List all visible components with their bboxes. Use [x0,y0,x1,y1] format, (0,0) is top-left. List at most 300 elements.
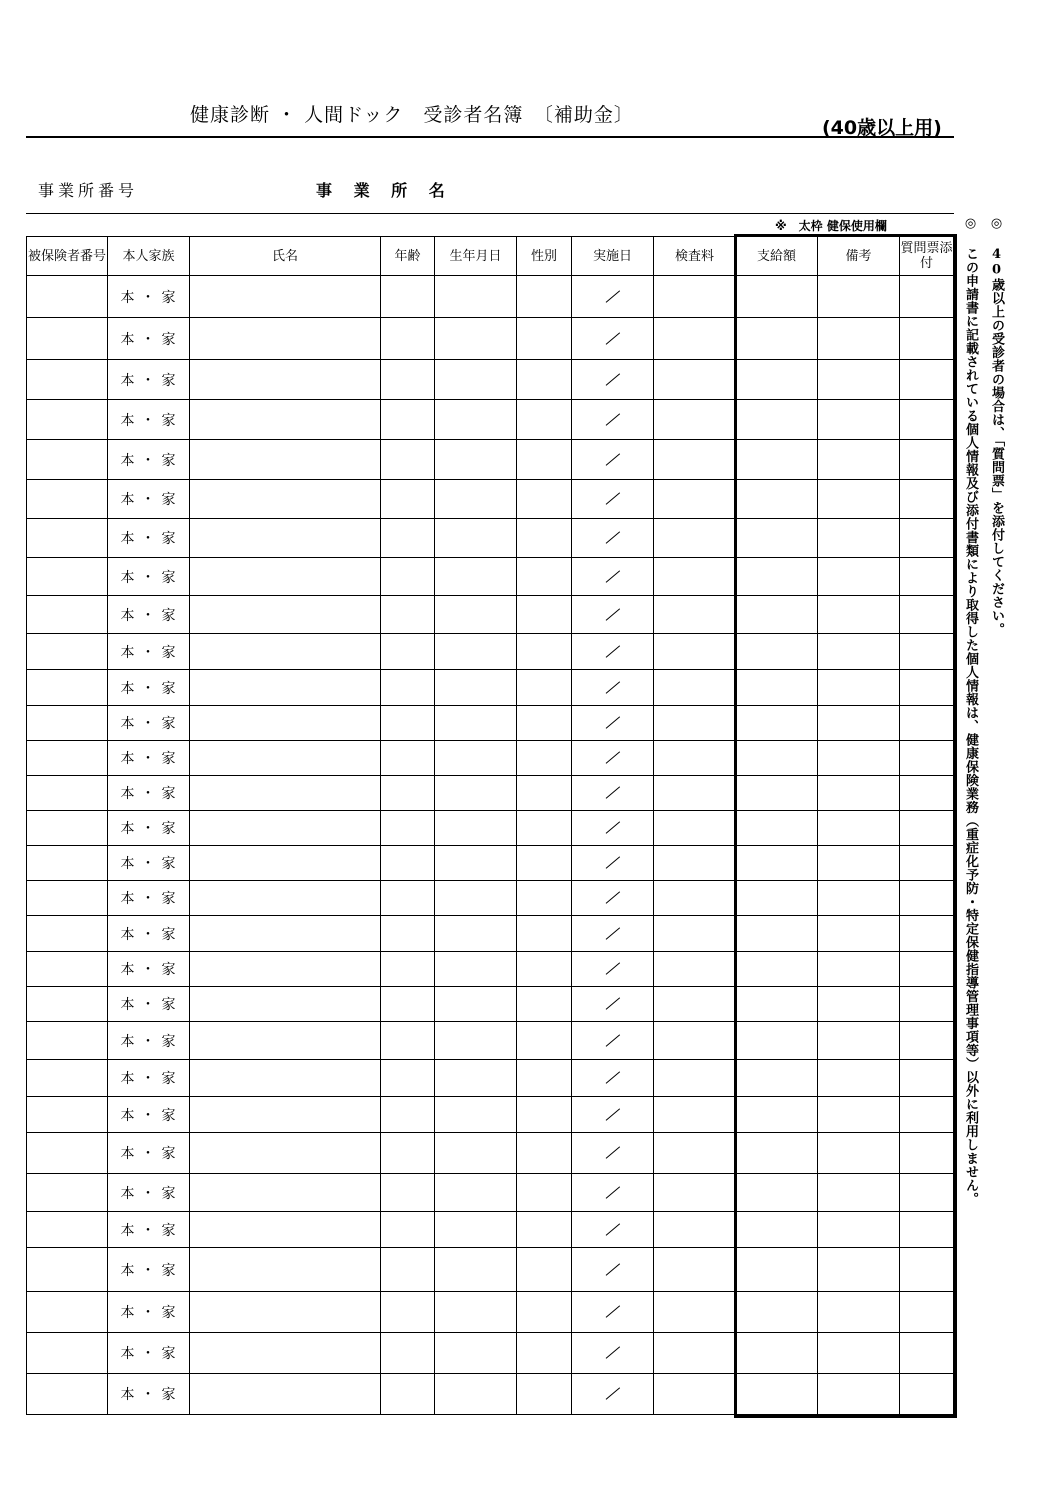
cell-exam-fee[interactable] [654,846,736,881]
cell-payment[interactable] [736,1292,818,1333]
cell-sex[interactable] [517,987,572,1022]
cell-self-family[interactable]: 本 ・ 家 [108,480,190,519]
cell-age[interactable] [381,1333,435,1374]
cell-birthdate[interactable] [435,846,517,881]
cell-age[interactable] [381,776,435,811]
cell-exam-date[interactable] [572,360,654,400]
cell-insured-number[interactable] [27,916,108,952]
cell-questionnaire[interactable] [900,1097,954,1133]
cell-payment[interactable] [736,1022,818,1060]
cell-payment[interactable] [736,360,818,400]
cell-payment[interactable] [736,440,818,480]
cell-questionnaire[interactable] [900,480,954,519]
cell-age[interactable] [381,846,435,881]
cell-exam-date[interactable] [572,741,654,776]
cell-exam-fee[interactable] [654,276,736,318]
cell-birthdate[interactable] [435,741,517,776]
cell-exam-date[interactable] [572,916,654,952]
cell-sex[interactable] [517,916,572,952]
cell-insured-number[interactable] [27,811,108,846]
cell-name[interactable] [190,776,381,811]
cell-questionnaire[interactable] [900,1292,954,1333]
cell-sex[interactable] [517,558,572,596]
cell-self-family[interactable]: 本 ・ 家 [108,952,190,987]
cell-exam-date[interactable] [572,987,654,1022]
cell-exam-date[interactable] [572,670,654,706]
cell-name[interactable] [190,1022,381,1060]
cell-insured-number[interactable] [27,1174,108,1212]
cell-remarks[interactable] [818,776,900,811]
cell-insured-number[interactable] [27,440,108,480]
cell-exam-fee[interactable] [654,634,736,670]
cell-exam-fee[interactable] [654,706,736,741]
cell-sex[interactable] [517,846,572,881]
cell-birthdate[interactable] [435,519,517,558]
cell-insured-number[interactable] [27,1333,108,1374]
cell-exam-date[interactable] [572,318,654,360]
cell-exam-fee[interactable] [654,952,736,987]
cell-age[interactable] [381,1060,435,1097]
cell-remarks[interactable] [818,634,900,670]
cell-payment[interactable] [736,558,818,596]
cell-insured-number[interactable] [27,596,108,634]
cell-exam-date[interactable] [572,881,654,916]
cell-name[interactable] [190,360,381,400]
cell-remarks[interactable] [818,952,900,987]
cell-name[interactable] [190,881,381,916]
cell-payment[interactable] [736,741,818,776]
cell-exam-fee[interactable] [654,1133,736,1174]
cell-name[interactable] [190,1174,381,1212]
cell-age[interactable] [381,811,435,846]
cell-questionnaire[interactable] [900,881,954,916]
cell-age[interactable] [381,1374,435,1415]
cell-exam-fee[interactable] [654,1022,736,1060]
cell-remarks[interactable] [818,881,900,916]
cell-self-family[interactable]: 本 ・ 家 [108,318,190,360]
cell-remarks[interactable] [818,1292,900,1333]
cell-remarks[interactable] [818,1248,900,1292]
cell-age[interactable] [381,400,435,440]
cell-payment[interactable] [736,811,818,846]
cell-remarks[interactable] [818,1374,900,1415]
cell-age[interactable] [381,1022,435,1060]
cell-insured-number[interactable] [27,1248,108,1292]
cell-age[interactable] [381,987,435,1022]
cell-self-family[interactable]: 本 ・ 家 [108,1133,190,1174]
cell-remarks[interactable] [818,1333,900,1374]
cell-self-family[interactable]: 本 ・ 家 [108,1333,190,1374]
cell-exam-date[interactable] [572,1248,654,1292]
cell-self-family[interactable]: 本 ・ 家 [108,276,190,318]
cell-self-family[interactable]: 本 ・ 家 [108,916,190,952]
cell-age[interactable] [381,1248,435,1292]
cell-birthdate[interactable] [435,670,517,706]
cell-self-family[interactable]: 本 ・ 家 [108,706,190,741]
cell-sex[interactable] [517,1022,572,1060]
cell-age[interactable] [381,952,435,987]
cell-exam-date[interactable] [572,440,654,480]
cell-payment[interactable] [736,1060,818,1097]
cell-payment[interactable] [736,519,818,558]
cell-questionnaire[interactable] [900,952,954,987]
cell-name[interactable] [190,952,381,987]
cell-exam-date[interactable] [572,776,654,811]
cell-age[interactable] [381,1292,435,1333]
cell-exam-date[interactable] [572,1174,654,1212]
cell-name[interactable] [190,634,381,670]
cell-name[interactable] [190,1333,381,1374]
cell-exam-fee[interactable] [654,811,736,846]
cell-birthdate[interactable] [435,276,517,318]
cell-age[interactable] [381,1174,435,1212]
cell-self-family[interactable]: 本 ・ 家 [108,440,190,480]
cell-exam-fee[interactable] [654,558,736,596]
cell-payment[interactable] [736,1212,818,1248]
cell-exam-date[interactable] [572,1097,654,1133]
cell-exam-date[interactable] [572,706,654,741]
cell-exam-fee[interactable] [654,1248,736,1292]
cell-insured-number[interactable] [27,1374,108,1415]
cell-name[interactable] [190,1097,381,1133]
cell-insured-number[interactable] [27,1133,108,1174]
cell-self-family[interactable]: 本 ・ 家 [108,596,190,634]
cell-birthdate[interactable] [435,1374,517,1415]
cell-insured-number[interactable] [27,318,108,360]
cell-exam-fee[interactable] [654,776,736,811]
cell-questionnaire[interactable] [900,276,954,318]
cell-self-family[interactable]: 本 ・ 家 [108,1174,190,1212]
cell-name[interactable] [190,276,381,318]
cell-remarks[interactable] [818,440,900,480]
cell-self-family[interactable]: 本 ・ 家 [108,519,190,558]
cell-birthdate[interactable] [435,558,517,596]
cell-payment[interactable] [736,846,818,881]
cell-self-family[interactable]: 本 ・ 家 [108,987,190,1022]
cell-sex[interactable] [517,706,572,741]
cell-payment[interactable] [736,1333,818,1374]
cell-sex[interactable] [517,1060,572,1097]
cell-self-family[interactable]: 本 ・ 家 [108,881,190,916]
cell-questionnaire[interactable] [900,634,954,670]
cell-birthdate[interactable] [435,596,517,634]
cell-insured-number[interactable] [27,776,108,811]
cell-birthdate[interactable] [435,1248,517,1292]
cell-payment[interactable] [736,1248,818,1292]
cell-remarks[interactable] [818,1060,900,1097]
cell-insured-number[interactable] [27,741,108,776]
cell-exam-fee[interactable] [654,1097,736,1133]
cell-questionnaire[interactable] [900,987,954,1022]
cell-self-family[interactable]: 本 ・ 家 [108,1060,190,1097]
cell-name[interactable] [190,846,381,881]
cell-birthdate[interactable] [435,706,517,741]
cell-birthdate[interactable] [435,360,517,400]
cell-sex[interactable] [517,1248,572,1292]
cell-birthdate[interactable] [435,634,517,670]
cell-remarks[interactable] [818,558,900,596]
cell-name[interactable] [190,670,381,706]
cell-insured-number[interactable] [27,1060,108,1097]
cell-sex[interactable] [517,360,572,400]
cell-questionnaire[interactable] [900,318,954,360]
cell-sex[interactable] [517,400,572,440]
cell-remarks[interactable] [818,811,900,846]
cell-birthdate[interactable] [435,1097,517,1133]
cell-sex[interactable] [517,776,572,811]
cell-self-family[interactable]: 本 ・ 家 [108,1248,190,1292]
cell-remarks[interactable] [818,706,900,741]
cell-self-family[interactable]: 本 ・ 家 [108,400,190,440]
cell-remarks[interactable] [818,400,900,440]
cell-self-family[interactable]: 本 ・ 家 [108,634,190,670]
cell-self-family[interactable]: 本 ・ 家 [108,846,190,881]
cell-insured-number[interactable] [27,480,108,519]
cell-exam-date[interactable] [572,846,654,881]
cell-sex[interactable] [517,596,572,634]
cell-exam-fee[interactable] [654,741,736,776]
cell-questionnaire[interactable] [900,596,954,634]
cell-birthdate[interactable] [435,318,517,360]
cell-age[interactable] [381,1097,435,1133]
cell-exam-fee[interactable] [654,1333,736,1374]
cell-sex[interactable] [517,670,572,706]
cell-payment[interactable] [736,881,818,916]
cell-questionnaire[interactable] [900,360,954,400]
cell-birthdate[interactable] [435,1133,517,1174]
cell-payment[interactable] [736,596,818,634]
cell-self-family[interactable]: 本 ・ 家 [108,811,190,846]
cell-sex[interactable] [517,480,572,519]
cell-insured-number[interactable] [27,706,108,741]
cell-remarks[interactable] [818,670,900,706]
cell-questionnaire[interactable] [900,1174,954,1212]
cell-questionnaire[interactable] [900,811,954,846]
cell-payment[interactable] [736,1374,818,1415]
cell-exam-date[interactable] [572,811,654,846]
cell-remarks[interactable] [818,1022,900,1060]
cell-age[interactable] [381,519,435,558]
cell-insured-number[interactable] [27,846,108,881]
cell-name[interactable] [190,596,381,634]
cell-birthdate[interactable] [435,1212,517,1248]
cell-birthdate[interactable] [435,881,517,916]
cell-sex[interactable] [517,1292,572,1333]
cell-birthdate[interactable] [435,1292,517,1333]
cell-exam-date[interactable] [572,1060,654,1097]
cell-sex[interactable] [517,1133,572,1174]
cell-sex[interactable] [517,881,572,916]
cell-name[interactable] [190,480,381,519]
cell-insured-number[interactable] [27,276,108,318]
cell-name[interactable] [190,1060,381,1097]
cell-questionnaire[interactable] [900,670,954,706]
cell-remarks[interactable] [818,846,900,881]
cell-questionnaire[interactable] [900,519,954,558]
cell-name[interactable] [190,318,381,360]
cell-birthdate[interactable] [435,916,517,952]
cell-questionnaire[interactable] [900,1374,954,1415]
cell-exam-fee[interactable] [654,480,736,519]
cell-remarks[interactable] [818,519,900,558]
cell-questionnaire[interactable] [900,741,954,776]
cell-remarks[interactable] [818,987,900,1022]
cell-exam-date[interactable] [572,558,654,596]
cell-questionnaire[interactable] [900,1022,954,1060]
cell-questionnaire[interactable] [900,916,954,952]
cell-exam-date[interactable] [572,634,654,670]
cell-self-family[interactable]: 本 ・ 家 [108,1212,190,1248]
cell-name[interactable] [190,706,381,741]
cell-birthdate[interactable] [435,1022,517,1060]
cell-name[interactable] [190,1212,381,1248]
cell-remarks[interactable] [818,1097,900,1133]
cell-self-family[interactable]: 本 ・ 家 [108,1374,190,1415]
cell-sex[interactable] [517,741,572,776]
cell-exam-date[interactable] [572,952,654,987]
cell-sex[interactable] [517,440,572,480]
cell-age[interactable] [381,1133,435,1174]
cell-birthdate[interactable] [435,480,517,519]
cell-self-family[interactable]: 本 ・ 家 [108,670,190,706]
cell-age[interactable] [381,558,435,596]
cell-exam-date[interactable] [572,1292,654,1333]
cell-sex[interactable] [517,519,572,558]
cell-age[interactable] [381,881,435,916]
cell-exam-fee[interactable] [654,1292,736,1333]
cell-payment[interactable] [736,952,818,987]
cell-self-family[interactable]: 本 ・ 家 [108,1022,190,1060]
cell-questionnaire[interactable] [900,1133,954,1174]
cell-exam-fee[interactable] [654,519,736,558]
cell-remarks[interactable] [818,360,900,400]
cell-remarks[interactable] [818,1212,900,1248]
cell-birthdate[interactable] [435,1060,517,1097]
cell-exam-fee[interactable] [654,360,736,400]
cell-name[interactable] [190,400,381,440]
cell-insured-number[interactable] [27,360,108,400]
cell-insured-number[interactable] [27,634,108,670]
cell-exam-date[interactable] [572,1212,654,1248]
cell-exam-fee[interactable] [654,916,736,952]
cell-age[interactable] [381,670,435,706]
cell-birthdate[interactable] [435,987,517,1022]
cell-age[interactable] [381,318,435,360]
cell-name[interactable] [190,1292,381,1333]
cell-insured-number[interactable] [27,881,108,916]
cell-exam-date[interactable] [572,519,654,558]
cell-sex[interactable] [517,952,572,987]
cell-age[interactable] [381,360,435,400]
cell-age[interactable] [381,916,435,952]
cell-questionnaire[interactable] [900,846,954,881]
cell-name[interactable] [190,811,381,846]
cell-age[interactable] [381,1212,435,1248]
cell-payment[interactable] [736,706,818,741]
cell-exam-fee[interactable] [654,1060,736,1097]
cell-payment[interactable] [736,1133,818,1174]
cell-name[interactable] [190,916,381,952]
cell-sex[interactable] [517,1212,572,1248]
cell-sex[interactable] [517,318,572,360]
cell-birthdate[interactable] [435,1174,517,1212]
cell-remarks[interactable] [818,1133,900,1174]
cell-payment[interactable] [736,916,818,952]
cell-sex[interactable] [517,1374,572,1415]
cell-exam-fee[interactable] [654,1174,736,1212]
cell-self-family[interactable]: 本 ・ 家 [108,1292,190,1333]
cell-exam-fee[interactable] [654,881,736,916]
cell-exam-fee[interactable] [654,596,736,634]
cell-birthdate[interactable] [435,440,517,480]
cell-exam-date[interactable] [572,1133,654,1174]
cell-exam-date[interactable] [572,596,654,634]
cell-payment[interactable] [736,1174,818,1212]
cell-exam-fee[interactable] [654,1212,736,1248]
cell-payment[interactable] [736,634,818,670]
cell-insured-number[interactable] [27,987,108,1022]
cell-insured-number[interactable] [27,400,108,440]
cell-age[interactable] [381,480,435,519]
cell-insured-number[interactable] [27,558,108,596]
cell-sex[interactable] [517,1333,572,1374]
cell-birthdate[interactable] [435,776,517,811]
cell-name[interactable] [190,519,381,558]
cell-self-family[interactable]: 本 ・ 家 [108,558,190,596]
cell-name[interactable] [190,987,381,1022]
cell-remarks[interactable] [818,916,900,952]
cell-questionnaire[interactable] [900,776,954,811]
cell-name[interactable] [190,440,381,480]
cell-birthdate[interactable] [435,811,517,846]
cell-exam-fee[interactable] [654,987,736,1022]
cell-self-family[interactable]: 本 ・ 家 [108,1097,190,1133]
cell-exam-date[interactable] [572,480,654,519]
cell-exam-date[interactable] [572,276,654,318]
cell-sex[interactable] [517,811,572,846]
cell-payment[interactable] [736,318,818,360]
cell-exam-date[interactable] [572,1333,654,1374]
cell-name[interactable] [190,558,381,596]
cell-name[interactable] [190,1374,381,1415]
cell-age[interactable] [381,634,435,670]
cell-insured-number[interactable] [27,1097,108,1133]
cell-age[interactable] [381,596,435,634]
cell-payment[interactable] [736,1097,818,1133]
cell-questionnaire[interactable] [900,1060,954,1097]
cell-remarks[interactable] [818,596,900,634]
cell-exam-date[interactable] [572,1374,654,1415]
cell-questionnaire[interactable] [900,558,954,596]
cell-birthdate[interactable] [435,952,517,987]
cell-sex[interactable] [517,1097,572,1133]
cell-questionnaire[interactable] [900,706,954,741]
cell-exam-fee[interactable] [654,440,736,480]
cell-questionnaire[interactable] [900,400,954,440]
cell-insured-number[interactable] [27,1212,108,1248]
cell-self-family[interactable]: 本 ・ 家 [108,776,190,811]
cell-payment[interactable] [736,276,818,318]
cell-remarks[interactable] [818,1174,900,1212]
cell-remarks[interactable] [818,276,900,318]
cell-remarks[interactable] [818,741,900,776]
cell-remarks[interactable] [818,480,900,519]
cell-exam-fee[interactable] [654,400,736,440]
cell-questionnaire[interactable] [900,1212,954,1248]
cell-payment[interactable] [736,480,818,519]
cell-name[interactable] [190,741,381,776]
cell-exam-fee[interactable] [654,1374,736,1415]
